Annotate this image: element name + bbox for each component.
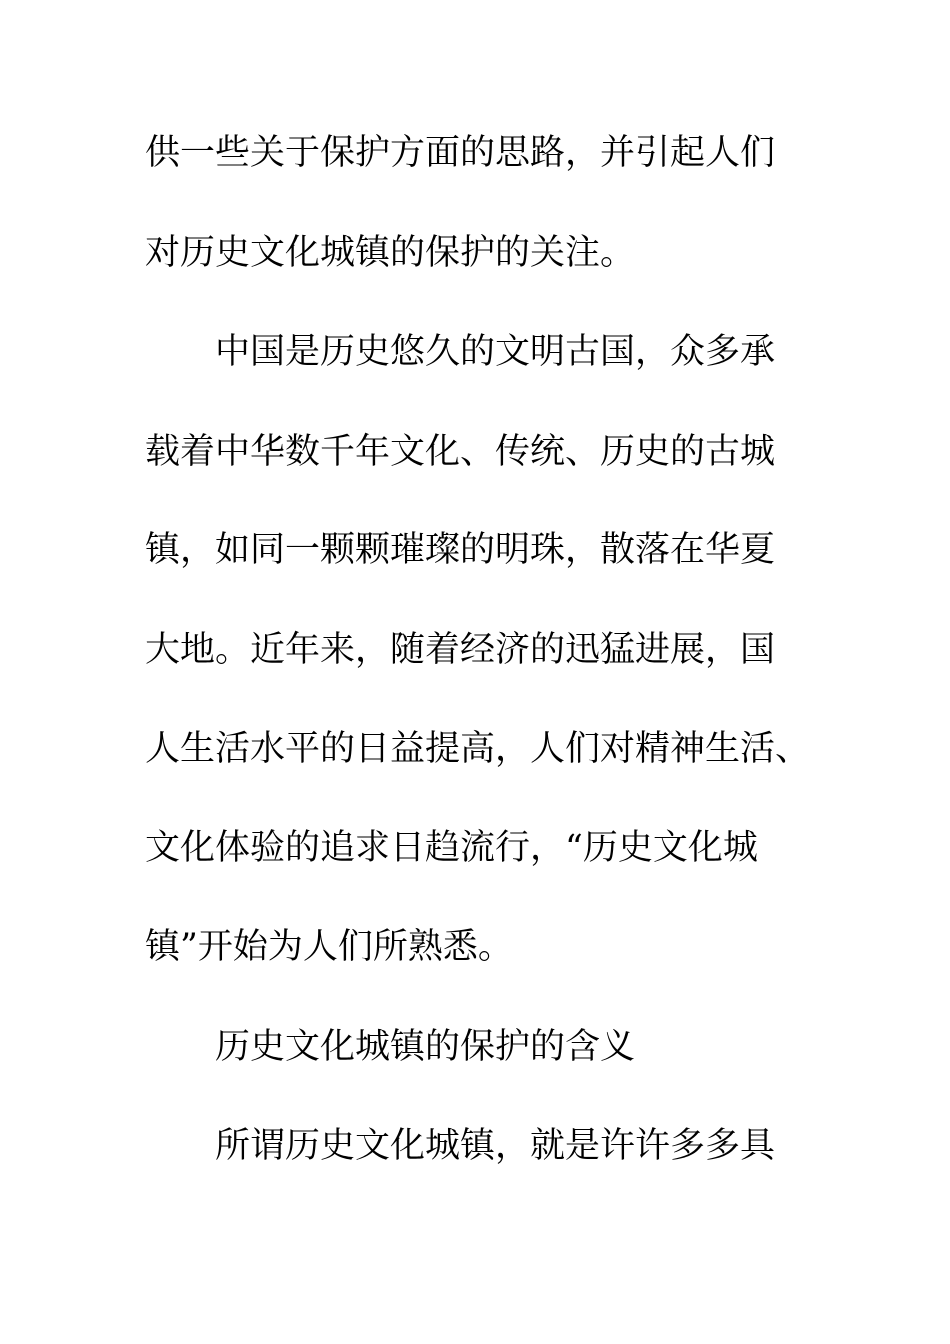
paragraph-line: 大地。近年来，随着经济的迅猛进展，国 <box>145 630 776 670</box>
paragraph-line: 文化体验的追求日趋流行，“历史文化城 <box>145 828 758 868</box>
paragraph-line: 人生活水平的日益提高，人们对精神生活、 <box>145 729 811 769</box>
paragraph-line: 镇”开始为人们所熟悉。 <box>145 927 513 967</box>
paragraph-line: 对历史文化城镇的保护的关注。 <box>145 233 636 273</box>
paragraph-line: 中国是历史悠久的文明古国，众多承 <box>215 332 776 372</box>
section-heading: 历史文化城镇的保护的含义 <box>215 1027 636 1067</box>
paragraph-line: 所谓历史文化城镇，就是许许多多具 <box>215 1126 776 1166</box>
paragraph-line: 镇，如同一颗颗璀璨的明珠，散落在华夏 <box>145 530 776 570</box>
paragraph-line: 供一些关于保护方面的思路，并引起人们 <box>145 133 776 173</box>
paragraph-line: 载着中华数千年文化、传统、历史的古城 <box>145 432 776 472</box>
